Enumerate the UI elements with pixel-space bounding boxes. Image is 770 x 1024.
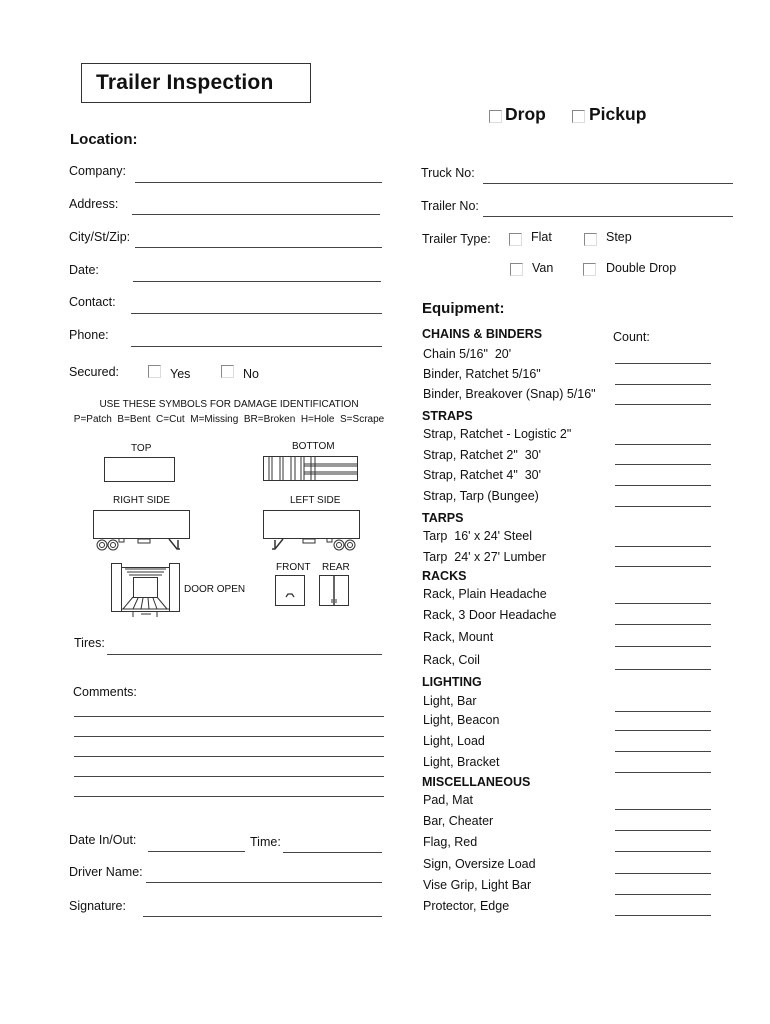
company-label: Company: — [69, 164, 126, 178]
trailer-right-side-icon[interactable] — [93, 510, 191, 552]
equipment-item-label: Protector, Edge — [423, 899, 510, 913]
equipment-count-field[interactable] — [615, 711, 711, 712]
comments-line[interactable] — [74, 796, 384, 797]
date-inout-field[interactable] — [148, 851, 245, 852]
view-bottom-label: BOTTOM — [292, 441, 335, 452]
equipment-item-label: Strap, Ratchet - Logistic 2" — [423, 427, 572, 441]
view-front-label: FRONT — [276, 562, 311, 573]
equipment-count-field[interactable] — [615, 464, 711, 465]
equipment-item-label: Strap, Tarp (Bungee) — [423, 489, 539, 503]
secured-no-checkbox[interactable] — [221, 365, 234, 378]
equipment-item-label: Sign, Oversize Load — [423, 857, 536, 871]
drop-label: Drop — [505, 104, 546, 124]
equipment-count-field[interactable] — [615, 546, 711, 547]
equipment-count-field[interactable] — [615, 646, 711, 647]
equipment-count-field[interactable] — [615, 485, 711, 486]
equipment-count-field[interactable] — [615, 624, 711, 625]
equipment-section-title: TARPS — [422, 511, 464, 525]
comments-line[interactable] — [74, 736, 384, 737]
comments-line[interactable] — [74, 756, 384, 757]
equipment-item-label: Rack, Coil — [423, 653, 480, 667]
view-rear-label: REAR — [322, 562, 350, 573]
equipment-count-field[interactable] — [615, 404, 711, 405]
equipment-item-label: Rack, Plain Headache — [423, 587, 547, 601]
signature-field[interactable] — [143, 916, 382, 917]
equipment-item-label: Binder, Ratchet 5/16" — [423, 367, 541, 381]
equipment-count-field[interactable] — [615, 772, 711, 773]
type-double-drop-checkbox[interactable] — [583, 263, 596, 276]
trailer-door-open-icon[interactable] — [111, 563, 181, 617]
secured-label: Secured: — [69, 365, 120, 379]
equipment-count-field[interactable] — [615, 506, 711, 507]
driver-name-label: Driver Name: — [69, 865, 143, 879]
truck-no-label: Truck No: — [421, 166, 475, 180]
equipment-count-field[interactable] — [615, 751, 711, 752]
page-title: Trailer Inspection — [96, 71, 274, 94]
damage-legend: P=Patch B=Bent C=Cut M=Missing BR=Broken H=Hole S=Scrape — [73, 414, 385, 425]
equipment-item-label: Vise Grip, Light Bar — [423, 878, 532, 892]
view-top-label: TOP — [131, 443, 152, 454]
drop-checkbox[interactable] — [489, 110, 502, 123]
city-st-zip-label: City/St/Zip: — [69, 230, 131, 244]
secured-no-label: No — [243, 367, 259, 381]
date-inout-label: Date In/Out: — [69, 833, 137, 847]
company-field[interactable] — [135, 182, 382, 183]
tires-field[interactable] — [107, 654, 382, 655]
equipment-section-title: STRAPS — [422, 409, 473, 423]
time-field[interactable] — [283, 852, 382, 853]
pickup-label: Pickup — [589, 104, 647, 124]
equipment-item-label: Rack, 3 Door Headache — [423, 608, 557, 622]
secured-yes-label: Yes — [170, 367, 191, 381]
phone-field[interactable] — [131, 346, 382, 347]
equipment-count-field[interactable] — [615, 915, 711, 916]
contact-field[interactable] — [131, 313, 382, 314]
secured-yes-checkbox[interactable] — [148, 365, 161, 378]
tires-label: Tires: — [74, 636, 105, 650]
equipment-count-field[interactable] — [615, 809, 711, 810]
type-step-label: Step — [606, 230, 632, 244]
equipment-item-label: Chain 5/16" 20' — [423, 347, 512, 361]
type-flat-checkbox[interactable] — [509, 233, 522, 246]
address-field[interactable] — [132, 214, 380, 215]
signature-label: Signature: — [69, 899, 126, 913]
equipment-count-field[interactable] — [615, 873, 711, 874]
comments-line[interactable] — [74, 716, 384, 717]
trailer-front-view-icon[interactable] — [275, 575, 306, 607]
date-field[interactable] — [133, 281, 381, 282]
equipment-item-label: Tarp 24' x 27' Lumber — [423, 550, 546, 564]
trailer-left-side-icon[interactable] — [263, 510, 361, 552]
truck-no-field[interactable] — [483, 183, 733, 184]
equipment-heading: Equipment: — [422, 300, 505, 317]
count-label: Count: — [613, 330, 650, 344]
equipment-count-field[interactable] — [615, 894, 711, 895]
phone-label: Phone: — [69, 328, 109, 342]
equipment-count-field[interactable] — [615, 444, 711, 445]
driver-name-field[interactable] — [146, 882, 382, 883]
equipment-item-label: Flag, Red — [423, 835, 478, 849]
contact-label: Contact: — [69, 295, 116, 309]
equipment-item-label: Light, Load — [423, 734, 485, 748]
type-van-label: Van — [532, 261, 554, 275]
type-flat-label: Flat — [531, 230, 552, 244]
trailer-type-label: Trailer Type: — [422, 232, 491, 246]
damage-instruction: USE THESE SYMBOLS FOR DAMAGE IDENTIFICATION — [99, 399, 359, 410]
equipment-section-title: RACKS — [422, 569, 467, 583]
trailer-top-view-icon[interactable] — [104, 457, 176, 483]
type-step-checkbox[interactable] — [584, 233, 597, 246]
pickup-checkbox[interactable] — [572, 110, 585, 123]
equipment-count-field[interactable] — [615, 669, 711, 670]
equipment-section-title: CHAINS & BINDERS — [422, 327, 543, 341]
equipment-item-label: Pad, Mat — [423, 793, 474, 807]
type-van-checkbox[interactable] — [510, 263, 523, 276]
trailer-no-label: Trailer No: — [421, 199, 479, 213]
trailer-rear-view-icon[interactable] — [319, 575, 350, 607]
equipment-count-field[interactable] — [615, 851, 711, 852]
equipment-section-title: LIGHTING — [422, 675, 482, 689]
equipment-item-label: Light, Bar — [423, 694, 477, 708]
comments-label: Comments: — [73, 685, 137, 699]
equipment-count-field[interactable] — [615, 603, 711, 604]
time-label: Time: — [250, 835, 281, 849]
equipment-count-field[interactable] — [615, 730, 711, 731]
view-left-side-label: LEFT SIDE — [290, 495, 341, 506]
equipment-count-field[interactable] — [615, 566, 711, 567]
type-double-drop-label: Double Drop — [606, 261, 677, 275]
city-st-zip-field[interactable] — [135, 247, 382, 248]
equipment-count-field[interactable] — [615, 363, 711, 364]
equipment-section-title: MISCELLANEOUS — [422, 775, 531, 789]
equipment-item-label: Tarp 16' x 24' Steel — [423, 529, 533, 543]
equipment-item-label: Bar, Cheater — [423, 814, 494, 828]
trailer-no-field[interactable] — [483, 216, 733, 217]
equipment-item-label: Strap, Ratchet 2" 30' — [423, 448, 541, 462]
equipment-item-label: Binder, Breakover (Snap) 5/16" — [423, 387, 596, 401]
view-right-side-label: RIGHT SIDE — [113, 495, 171, 506]
equipment-count-field[interactable] — [615, 384, 711, 385]
equipment-item-label: Light, Bracket — [423, 755, 500, 769]
location-heading: Location: — [70, 131, 138, 148]
equipment-item-label: Light, Beacon — [423, 713, 500, 727]
date-label: Date: — [69, 263, 99, 277]
equipment-count-field[interactable] — [615, 830, 711, 831]
trailer-bottom-view-icon[interactable] — [263, 456, 359, 482]
address-label: Address: — [69, 197, 119, 211]
view-door-open-label: DOOR OPEN — [184, 584, 246, 595]
comments-line[interactable] — [74, 776, 384, 777]
equipment-item-label: Rack, Mount — [423, 630, 494, 644]
equipment-item-label: Strap, Ratchet 4" 30' — [423, 468, 541, 482]
